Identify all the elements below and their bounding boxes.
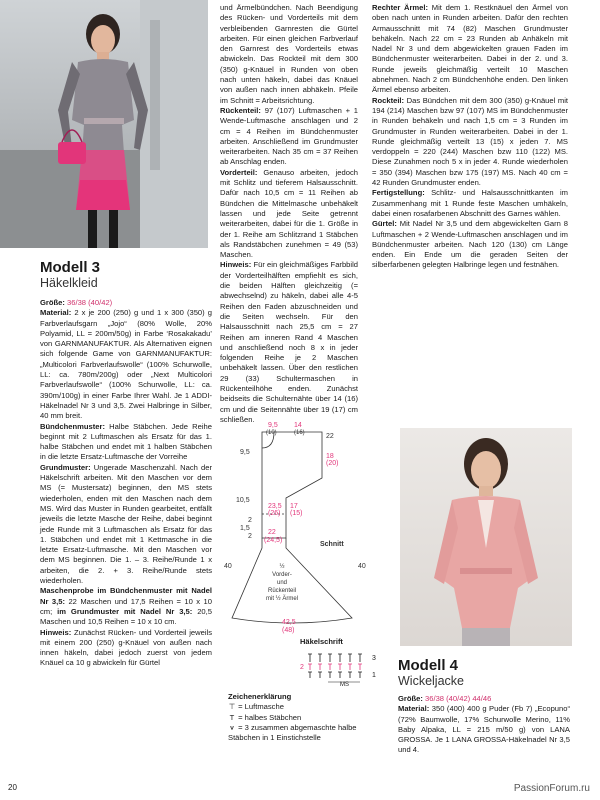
dim-20: (20) — [326, 460, 339, 467]
basic-text: Halbe Stäbchen. Jede Reihe beginnt mit 2 Luftmaschen als Ersatz für das 1. halbe Stäbchen und endet mit 1 halben Stäbchen in die letzte Ersatz-Luftmasche der Vorreihe — [40, 421, 212, 462]
finish-label: Fertigstellung: — [372, 188, 425, 198]
pattern-text: Ungerade Maschenzahl. Nach der Häkelschrift arbeiten. Mit den Maschen vor dem MS (= Mustersatz) beginnen, den MS stets wiederholen, enden mit den Maschen nach dem MS. Wird das Muster in Runden gearbeitet, entfällt jeweils die letzte Masche der Reihe, dabei beginnt jede Runde mit 3 Luftmaschen als Ersatz für das 1. Stäbchen und endet mit 1 Kettmasche in die letzte Ersatz-Luftmasche. Mit den Maschen vor dem MS beginnen. Die 1. – 3. Reihe/Runde 1 x arbeiten, die 2. + 3. Reihe/Runde stets wiederholen. — [40, 462, 212, 586]
hint2-text: Für ein gleichmäßiges Farbbild der Vorderteilhälften empfiehlt es sich, die beiden Hälften gleichzeitig (= abwechselnd) zu häkeln, dabei alle 4-5 Reihen den Faden abzuschneiden und die Seiten wechseln. Für den Halsausschnitt nach 25,5 cm = 27 Reihen am inneren Rand 4 Maschen und anschließend noch 8 x in jeder folgenden Reihe je 2 Maschen unbehäkelt lassen. Über den restlichen 29 (33) Schultermaschen in Rückenteilhöhe enden. Zunächst beidseits die Schulternähte über 14 (16) cm und die Seitennähte über 19 (17) cm schließen. — [220, 260, 358, 424]
legend-item-2 — [228, 713, 368, 723]
model4-title: Modell 4 — [398, 657, 459, 674]
dim-1-5: 1,5 — [240, 525, 250, 532]
column-3 — [372, 3, 568, 271]
skirt-text: Das Bündchen mit dem 300 (350) g-Knäuel mit 194 (214) Maschen bzw 97 (107) MS im Bündchenmuster in Runden behäkeln und nach 1,5 cm = 3 Runden im Grundmuster in Runden weiterarbeiten. Dabei in der 1. Runde gleichmäßig verteilt 13 (15) x jeden 7. MS verdoppeln = 220 (244) Maschen bzw 110 (122) MS. Diese Zunahmen noch 5 x in jeder 4. Runde wiederholen = 350 (394) Maschen bzw 175 (197) MS. Nach 40 cm = 42 Runden Grundmuster enden. — [372, 95, 568, 188]
chart-row1: 1 — [372, 672, 376, 679]
back-label: Rückenteil: — [220, 105, 261, 115]
col2-intro: und Ärmelbündchen. Nach Beendigung des Rücken- und Vorderteils mit dem verbleibenden Garnresten die Gürtel arbeiten. Für einen gleichen Farbverlauf den Garnrest des Vorderteils etwas abwickeln. Das Rockteil mit dem 300 (350) g-Knäuel in Runden von oben nach unten häkeln, dabei das Knäuel von außen nach innen abhäkeln. Pfeile im Schnitt = Arbeitsrichtung. — [220, 3, 358, 105]
hint-text: Zunächst Rücken- und Vorderteil jeweils mit einem 200 (250) g-Knäuel von außen nach innen häkeln, dabei jedoch zuerst von jedem Knäuel ca 10 g abwickeln für Gürtel — [40, 627, 212, 668]
cluster-icon: ⩛ — [229, 722, 235, 732]
model3-heading — [40, 259, 100, 291]
legend-item-3 — [228, 723, 368, 744]
model4-heading — [398, 657, 464, 689]
dim-2a: 2 — [248, 517, 252, 524]
schematic-label-4: Rückenteil — [267, 588, 297, 594]
half-double-icon: T — [229, 712, 235, 722]
pattern-label: Grundmuster: — [40, 462, 91, 472]
legend-item-1 — [228, 702, 368, 712]
material-label: Material: — [40, 308, 72, 318]
dim-23-5: 23,5 — [268, 503, 282, 510]
schematic-label-5: mit ½ Ärmel — [265, 596, 299, 602]
basic-paragraph — [40, 422, 212, 463]
legend-item-3-text: = 3 zusammen abgemaschte halbe Stäbchen in 1 Einstichstelle — [228, 722, 357, 743]
sleeve-text: Mit dem 1. Restknäuel den Ärmel von oben nach unten in Runden arbeiten. Dafür den rechten Armausschnitt mit 74 (82) Maschen Grundmuster behäkeln. Nach 22 cm = 23 Runden ab Anhäkeln mit Nadel Nr 3 und dem abgewickelten grauen Faden im Bündchenmuster weiterarbeiten. Dabei in der 2. und 3. Runde jeweils gleichmäßig verteilt 10 Maschen abnehmen. Nach 2 cm Bündchenhöhe enden. Den linken Ärmel ebenso arbeiten. — [372, 3, 568, 95]
gauge1-label: Maschenprobe im Bündchenmuster mit Nadel Nr 3,5: — [40, 586, 212, 606]
model4-size-label: Größe: — [398, 694, 423, 703]
finish-paragraph — [372, 188, 568, 219]
watermark: PassionForum.ru — [513, 783, 590, 794]
gauge2-text: 20,5 Maschen und 10,5 Reihen = 10 x 10 cm. — [40, 606, 212, 627]
size-label: Größe: — [40, 298, 65, 307]
dim-2b: 2 — [248, 533, 252, 540]
dim-24-5: (24,5) — [264, 537, 283, 544]
model3-photo — [0, 0, 208, 248]
hint2-paragraph — [220, 260, 358, 425]
page-number: 20 — [8, 783, 17, 792]
dim-17: 17 — [290, 503, 298, 510]
model3-title: Modell 3 — [40, 259, 101, 276]
basic-label: Bündchenmuster: — [40, 421, 105, 431]
dim-42-5: 42,5 — [282, 619, 296, 626]
dim-22: 22 — [326, 433, 334, 440]
size-paragraph — [40, 298, 212, 308]
column-1 — [40, 298, 212, 669]
dim-40b: 40 — [358, 563, 366, 570]
front-paragraph — [220, 168, 358, 261]
dim-9-5: 9,5 — [268, 422, 278, 429]
chart-title: Häkelschrift — [300, 637, 343, 646]
model4-size-value: 36/38 (40/42) 44/46 — [425, 694, 492, 703]
dim-18: 18 — [326, 453, 334, 460]
dim-10-5: 10,5 — [236, 497, 250, 504]
model4-text — [398, 694, 570, 756]
belt-text: Mit Nadel Nr 3,5 und dem abgewickelten Garn 8 Luftmaschen + 2 Wende-Luftmaschen anschlagen und im Bündchenmuster arbeiten. Nach 120 (130) cm Länge enden. Ein Ende um die geraden Seiten der silberfarbenen gelegten Halbringe legen und festnähen. — [372, 219, 568, 270]
model4-size-paragraph — [398, 694, 570, 704]
back-text: 97 (107) Luftmaschen + 1 Wende-Luftmasche anschlagen und 2 cm = 4 Reihen im Bündchenmuster arbeiten. Anschließend im Grundmuster weiterarbeiten. Nach 35 cm = 37 Reihen ab Anschlag enden. — [220, 105, 358, 167]
crochet-chart — [296, 636, 376, 686]
dim-9-5b: 9,5 — [240, 449, 250, 456]
chart-row2: 2 — [300, 664, 304, 671]
column-2 — [220, 3, 358, 425]
hint2-label: Hinweis: — [220, 260, 252, 270]
front-label: Vorderteil: — [220, 167, 258, 177]
skirt-label: Rockteil: — [372, 95, 405, 105]
dim-10: (10) — [266, 430, 277, 436]
sleeve-label: Rechter Ärmel: — [372, 3, 429, 12]
pattern-paragraph — [40, 463, 212, 587]
model3-subtitle: Häkelkleid — [40, 276, 98, 290]
model3-illustration — [0, 0, 208, 248]
chart-ms: MS — [340, 682, 349, 686]
sleeve-paragraph — [372, 3, 568, 96]
dim-14: 14 — [294, 422, 302, 429]
model4-material-text: 350 (400) 400 g Puder (Fb 7) „Ecopuno“ (72% Baumwolle, 17% Schurwolle Merino, 11% Baby Alpaka, LL = 215 m/50 g) von LANA GROSSA. Je 1 LANA GROSSA-Häkelnadel Nr 3,5 und 4. — [398, 704, 570, 755]
material-paragraph — [40, 308, 212, 421]
dim-40a: 40 — [224, 563, 232, 570]
model4-photo — [400, 428, 572, 646]
size-value: 36/38 (40/42) — [67, 298, 113, 307]
front-text: Genauso arbeiten, jedoch mit Schlitz und tieferem Halsausschnitt. Dafür nach 10,5 cm = 11 Reihen ab Bündchen die Mittelmasche unbehäkelt lassen und jede Seite getrennt weiterarbeiten, dabei für die 1. Größe in der 1. Reihe am Schlitzrand 1 Stäbchen als Randstäbchen zunehmen = 49 (53) Maschen. — [220, 167, 358, 260]
dim-48: (48) — [282, 627, 295, 634]
dim-16: (16) — [294, 430, 305, 436]
legend — [228, 692, 368, 743]
model4-illustration — [400, 428, 572, 646]
schematic-label-2: Vorder- — [272, 572, 292, 578]
schematic-diagram — [222, 418, 372, 638]
belt-paragraph — [372, 219, 568, 270]
legend-item-2-text: = halbes Stäbchen — [238, 712, 302, 722]
hint-paragraph — [40, 628, 212, 669]
skirt-paragraph — [372, 96, 568, 189]
gauge-paragraph — [40, 586, 212, 627]
legend-title: Zeichenerklärung — [228, 692, 292, 701]
schematic-label-3: und — [276, 580, 288, 586]
schematic-label-1: ½ — [279, 564, 285, 570]
schematic-title: Schnitt — [320, 541, 344, 548]
chart-row3: 3 — [372, 655, 376, 662]
model4-material-label: Material: — [398, 704, 430, 714]
gauge1-text: 22 Maschen und 17,5 Reihen = 10 x 10 cm; — [40, 596, 212, 616]
hint-label: Hinweis: — [40, 627, 72, 637]
model4-subtitle: Wickeljacke — [398, 674, 464, 688]
gauge2-label: im Grundmuster mit Nadel Nr 3,5: — [57, 606, 193, 616]
dim-22b: 22 — [268, 529, 276, 536]
material-text: 2 x je 200 (250) g und 1 x 300 (350) g Farbverlaufsgarn „Jojo“ (80% Wolle, 20% Polyamid, LL = 200m/50g) in Farbe ‘Rosakakadu’ von GARNMANUFAKTUR. Als Alternativen eignen sich folgende Game von GARNMANUFAKTUR: „Multicolori Farbverlaufswolle“ (100% Schurwolle, LL: ca. 780m/200g) oder „Next Multicolori Farbverlaufswolle“ (100% Schurwolle, LL: ca. 390m/100g) in einer Farbe Ihrer Wahl. Je 1 ADDI-Häkelnadel Nr 3 und 3,5. Zwei Halbringe in Silber, 40 mm breit. — [40, 308, 212, 421]
legend-item-1-text: = Luftmasche — [238, 702, 284, 712]
finish-text: Schlitz- und Halsausschnittkanten im Zusammenhang mit 1 Runde feste Maschen umhäkeln, dabei einen rosafarbenen Abschnitt des Garnes wählen. — [372, 188, 568, 218]
model4-material-paragraph — [398, 704, 570, 755]
dim-26: (26) — [268, 510, 281, 517]
back-paragraph — [220, 106, 358, 168]
chain-icon: ⊤ — [228, 702, 236, 712]
belt-label: Gürtel: — [372, 219, 397, 229]
dim-15: (15) — [290, 510, 303, 517]
